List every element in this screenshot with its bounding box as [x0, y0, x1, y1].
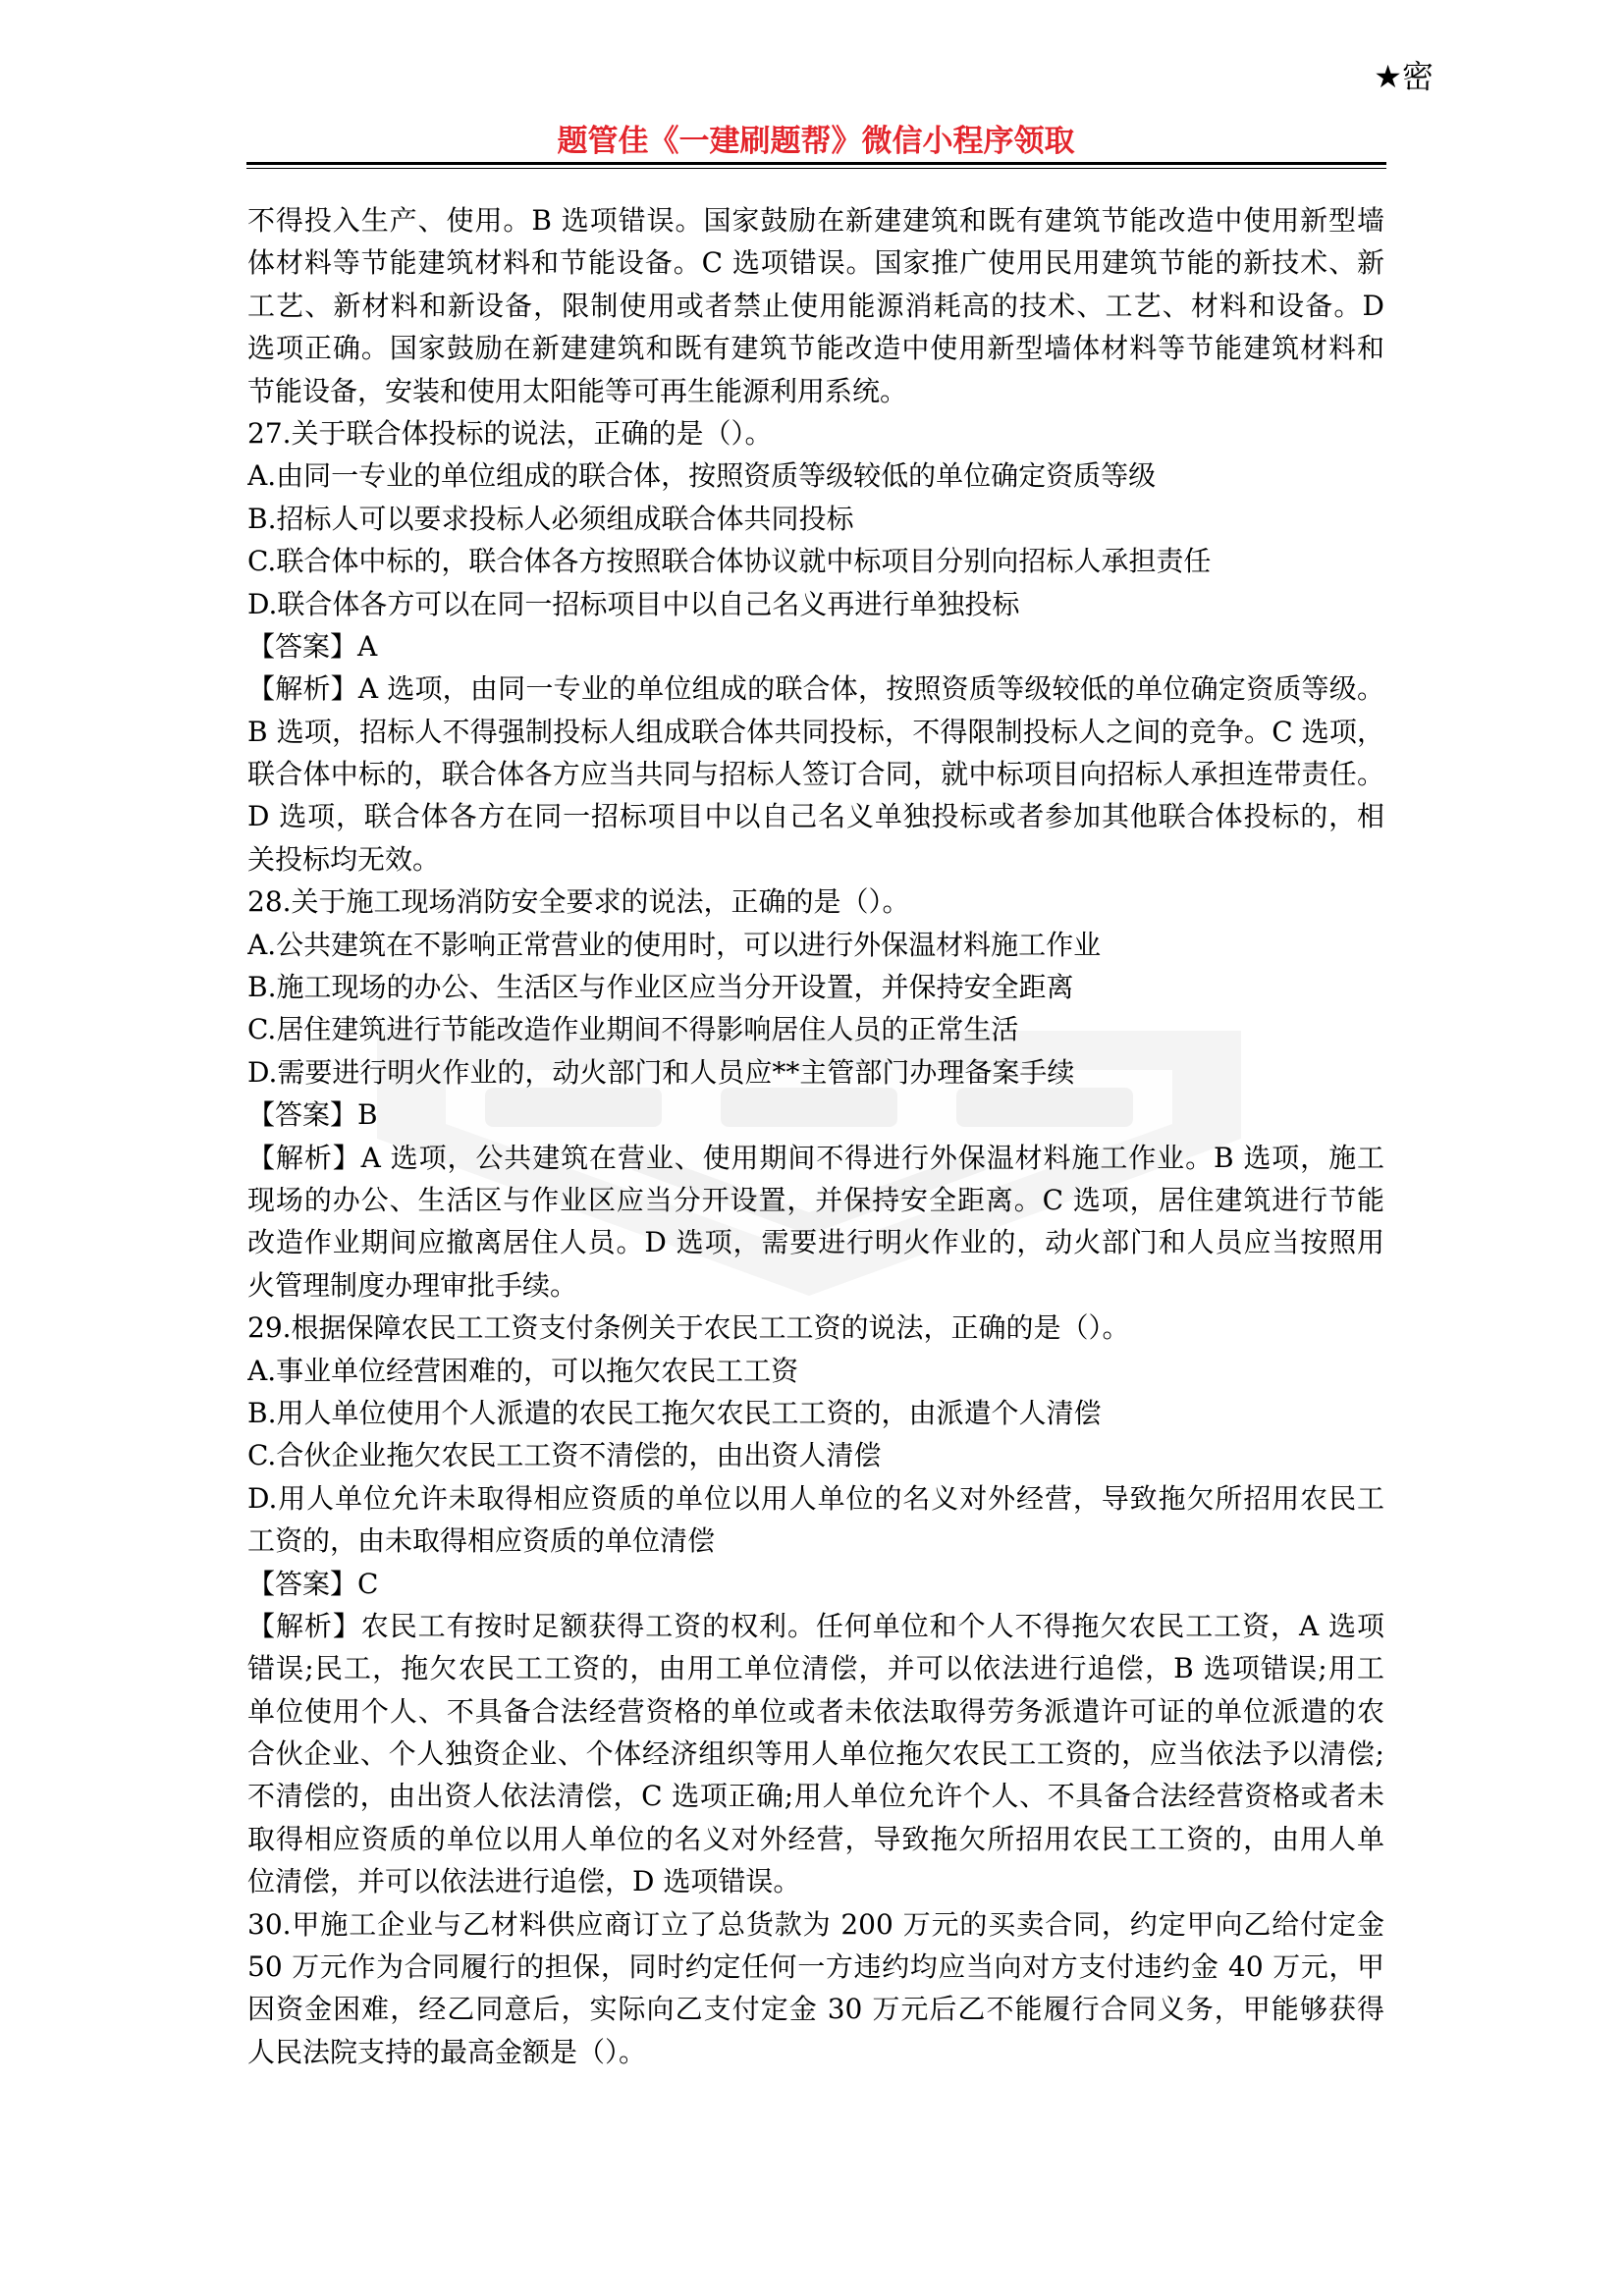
text-line: C.居住建筑进行节能改造作业期间不得影响居住人员的正常生活	[247, 1013, 1019, 1046]
document-body	[247, 199, 1384, 2073]
header-rule-thick	[246, 162, 1386, 165]
classification-mark: ★密	[1374, 58, 1434, 95]
answer-option-c	[247, 540, 1384, 582]
text-line: C.联合体中标的，联合体各方按照联合体协议就中标项目分别向招标人承担责任	[247, 545, 1212, 578]
answer-option-a	[247, 454, 1384, 497]
answer-option-d	[247, 1477, 1384, 1563]
text-line: 工资的，由未取得相应资质的单位清偿	[247, 1524, 716, 1558]
text-line: 工艺、新材料和新设备，限制使用或者禁止使用能源消耗高的技术、工艺、材料和设备。D	[247, 289, 1384, 322]
text-line: 单位使用个人、不具备合法经营资格的单位或者未依法取得劳务派遣许可证的单位派遣的农	[247, 1694, 1384, 1728]
answer-option-b	[247, 498, 1384, 540]
question-stem	[247, 1903, 1384, 2074]
page-header-title: 题管佳《一建刷题帮》微信小程序领取	[557, 124, 1075, 159]
question-stem	[247, 1307, 1384, 1349]
analysis-continuation	[247, 199, 1384, 412]
text-line: D.需要进行明火作业的，动火部门和人员应**主管部门办理备案手续	[247, 1055, 1075, 1089]
text-line: 30.甲施工企业与乙材料供应商订立了总货款为 200 万元的买卖合同，约定甲向乙给付定金	[247, 1907, 1384, 1941]
answer-analysis	[247, 1605, 1384, 1903]
text-line: 27.关于联合体投标的说法，正确的是（）。	[247, 416, 773, 450]
text-line: A.公共建筑在不影响正常营业的使用时，可以进行外保温材料施工作业	[247, 928, 1102, 961]
question-stem	[247, 881, 1384, 923]
answer-analysis	[247, 667, 1384, 881]
answer-key: 【答案】C	[247, 1567, 379, 1600]
text-line: 位清偿，并可以依法进行追偿，D 选项错误。	[247, 1865, 801, 1898]
text-line: 火管理制度办理审批手续。	[247, 1268, 578, 1302]
answer-analysis	[247, 1137, 1384, 1308]
text-line: 改造作业期间应撤离居住人员。D 选项，需要进行明火作业的，动火部门和人员应当按照用	[247, 1226, 1384, 1259]
text-line: B.用人单位使用个人派遣的农民工拖欠农民工工资的，由派遣个人清偿	[247, 1396, 1102, 1429]
text-line: 现场的办公、生活区与作业区应当分开设置，并保持安全距离。C 选项，居住建筑进行节能	[247, 1183, 1384, 1216]
text-line: D 选项，联合体各方在同一招标项目中以自己名义单独投标或者参加其他联合体投标的，相	[247, 800, 1384, 833]
header-rule-thin	[246, 168, 1386, 169]
text-line: 28.关于施工现场消防安全要求的说法，正确的是（）。	[247, 885, 910, 919]
text-line: D.用人单位允许未取得相应资质的单位以用人单位的名义对外经营，导致拖欠所招用农民工	[247, 1481, 1384, 1515]
answer-option-a	[247, 1350, 1384, 1392]
answer-option-d	[247, 583, 1384, 625]
text-line: 29.根据保障农民工工资支付条例关于农民工工资的说法，正确的是（）。	[247, 1311, 1130, 1345]
answer-option-d	[247, 1051, 1384, 1094]
text-line: A.由同一专业的单位组成的联合体，按照资质等级较低的单位确定资质等级	[247, 459, 1157, 493]
text-line: 因资金困难，经乙同意后，实际向乙支付定金 30 万元后乙不能履行合同义务，甲能够获得	[247, 1993, 1384, 2026]
answer-option-c	[247, 1434, 1384, 1476]
answer-option-c	[247, 1008, 1384, 1050]
answer-option-a	[247, 924, 1384, 966]
text-line: 不清偿的，由出资人依法清偿，C 选项正确;用人单位允许个人、不具备合法经营资格或者未	[247, 1780, 1384, 1813]
text-line: B 选项，招标人不得强制投标人组成联合体共同投标，不得限制投标人之间的竞争。C 选项，	[247, 715, 1384, 748]
answer-key: 【答案】A	[247, 629, 378, 663]
answer-key: 【答案】B	[247, 1098, 378, 1132]
text-line: 体材料等节能建筑材料和节能设备。C 选项错误。国家推广使用民用建筑节能的新技术、新	[247, 246, 1384, 280]
text-line: 【解析】A 选项，由同一专业的单位组成的联合体，按照资质等级较低的单位确定资质等级。	[247, 672, 1384, 706]
text-line: 【解析】A 选项，公共建筑在营业、使用期间不得进行外保温材料施工作业。B 选项，施工	[247, 1141, 1384, 1174]
text-line: 不得投入生产、使用。B 选项错误。国家鼓励在新建建筑和既有建筑节能改造中使用新型墙	[247, 204, 1384, 237]
text-line: 联合体中标的，联合体各方应当共同与招标人签订合同，就中标项目向招标人承担连带责任。	[247, 758, 1384, 791]
text-line: 错误;民工，拖欠农民工工资的，由用工单位清偿，并可以依法进行追偿，B 选项错误;用工	[247, 1652, 1384, 1685]
text-line: 取得相应资质的单位以用人单位的名义对外经营，导致拖欠所招用农民工工资的，由用人单	[247, 1822, 1384, 1855]
text-line: 人民法院支持的最高金额是（）。	[247, 2035, 647, 2068]
text-line: D.联合体各方可以在同一招标项目中以自己名义再进行单独投标	[247, 587, 1020, 620]
text-line: 关投标均无效。	[247, 842, 441, 876]
text-line: A.事业单位经营困难的，可以拖欠农民工工资	[247, 1354, 799, 1387]
text-line: 选项正确。国家鼓励在新建建筑和既有建筑节能改造中使用新型墙体材料等节能建筑材料和	[247, 332, 1384, 365]
text-line: C.合伙企业拖欠农民工工资不清偿的，由出资人清偿	[247, 1439, 882, 1472]
text-line: 50 万元作为合同履行的担保，同时约定任何一方违约均应当向对方支付违约金 40 万元，甲	[247, 1950, 1384, 1984]
answer-option-b	[247, 966, 1384, 1008]
text-line: 节能设备，安装和使用太阳能等可再生能源利用系统。	[247, 374, 908, 407]
text-line: B.施工现场的办公、生活区与作业区应当分开设置，并保持安全距离	[247, 971, 1074, 1004]
question-stem	[247, 412, 1384, 454]
answer-option-b	[247, 1392, 1384, 1434]
text-line: 合伙企业、个人独资企业、个体经济组织等用人单位拖欠农民工工资的，应当依法予以清偿;	[247, 1737, 1384, 1771]
text-line: 【解析】农民工有按时足额获得工资的权利。任何单位和个人不得拖欠农民工工资，A 选项	[247, 1609, 1384, 1642]
text-line: B.招标人可以要求投标人必须组成联合体共同投标	[247, 502, 854, 535]
